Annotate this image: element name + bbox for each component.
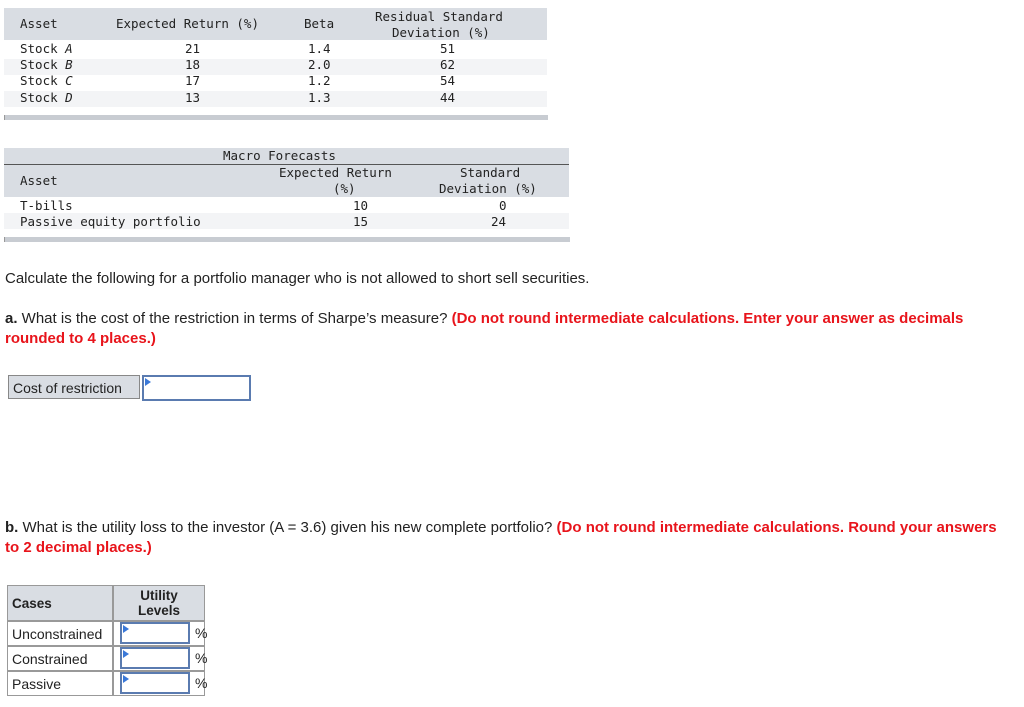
col-header-sd-line1: Standard — [460, 165, 521, 180]
expected-return: 17 — [185, 73, 201, 88]
expected-return: 13 — [185, 90, 201, 105]
asset-name: Stock A — [20, 41, 73, 56]
macro-table-title: Macro Forecasts — [223, 148, 336, 163]
col-header-sd-line2: Deviation (%) — [439, 181, 537, 196]
asset-name: Stock B — [20, 57, 73, 72]
question-a — [5, 309, 1005, 349]
percent-unit: % — [195, 625, 208, 641]
utility-table-header — [7, 585, 205, 621]
table-row — [7, 646, 208, 671]
input-flag-icon — [123, 650, 129, 658]
col-header-expected-return-line1: Expected Return — [279, 165, 392, 180]
question-b-text: What is the utility loss to the investor (A = 3.6) given his new complete portfolio? — [18, 519, 557, 536]
table-footer-bar — [4, 237, 570, 242]
cost-of-restriction-input[interactable] — [142, 375, 251, 401]
table-footer-bar — [4, 115, 548, 120]
cost-of-restriction-row — [8, 375, 251, 401]
case-label: Passive — [7, 671, 113, 696]
beta: 1.4 — [308, 41, 331, 56]
question-b-instruction: (Do not round intermediate calculations. Round your answers to 2 decimal places.) — [5, 519, 997, 556]
question-b — [5, 518, 1005, 558]
passive-utility-input[interactable] — [120, 672, 190, 694]
cost-of-restriction-label: Cost of restriction — [8, 375, 140, 399]
question-a-text: What is the cost of the restriction in terms of Sharpe’s measure? — [17, 310, 452, 327]
col-header-beta: Beta — [304, 16, 335, 31]
unconstrained-utility-input[interactable] — [120, 622, 190, 644]
percent-unit: % — [195, 675, 208, 691]
percent-unit: % — [195, 650, 208, 666]
question-b-label: b. — [5, 519, 19, 536]
input-flag-icon — [123, 625, 129, 633]
residual-sd: 44 — [440, 90, 456, 105]
col-header-cases: Cases — [7, 585, 113, 621]
row-stripe — [4, 59, 547, 75]
expected-return: 21 — [185, 41, 201, 56]
asset-name: Stock C — [20, 73, 73, 88]
row-stripe — [4, 91, 547, 107]
col-header-asset: Asset — [20, 16, 58, 31]
residual-sd: 51 — [440, 41, 456, 56]
question-a-instruction: (Do not round intermediate calculations. Enter your answer as decimals rounded to 4 places.) — [5, 310, 964, 347]
asset-name: T-bills — [20, 198, 73, 213]
beta: 2.0 — [308, 57, 331, 72]
table-row — [7, 671, 208, 696]
table-row — [7, 621, 208, 646]
beta: 1.3 — [308, 90, 331, 105]
col-header-utility-levels: Utility Levels — [113, 585, 205, 621]
residual-sd: 54 — [440, 73, 456, 88]
constrained-utility-input[interactable] — [120, 647, 190, 669]
col-header-residual-line2: Deviation (%) — [392, 25, 490, 40]
question-a-label: a. — [5, 310, 18, 327]
expected-return: 15 — [353, 214, 369, 229]
asset-name: Passive equity portfolio — [20, 214, 201, 229]
col-header-expected-return: Expected Return (%) — [116, 16, 259, 31]
residual-sd: 62 — [440, 57, 456, 72]
col-header-expected-return-line2: (%) — [333, 181, 356, 196]
case-label: Unconstrained — [7, 621, 113, 646]
standard-deviation: 24 — [491, 214, 507, 229]
input-flag-icon — [145, 378, 151, 386]
expected-return: 18 — [185, 57, 201, 72]
standard-deviation: 0 — [499, 198, 507, 213]
input-flag-icon — [123, 675, 129, 683]
intro-text: Calculate the following for a portfolio manager who is not allowed to short sell securities. — [5, 270, 590, 287]
col-header-asset: Asset — [20, 173, 58, 188]
asset-name: Stock D — [20, 90, 73, 105]
case-label: Constrained — [7, 646, 113, 671]
beta: 1.2 — [308, 73, 331, 88]
expected-return: 10 — [353, 198, 369, 213]
col-header-residual-line1: Residual Standard — [375, 9, 503, 24]
